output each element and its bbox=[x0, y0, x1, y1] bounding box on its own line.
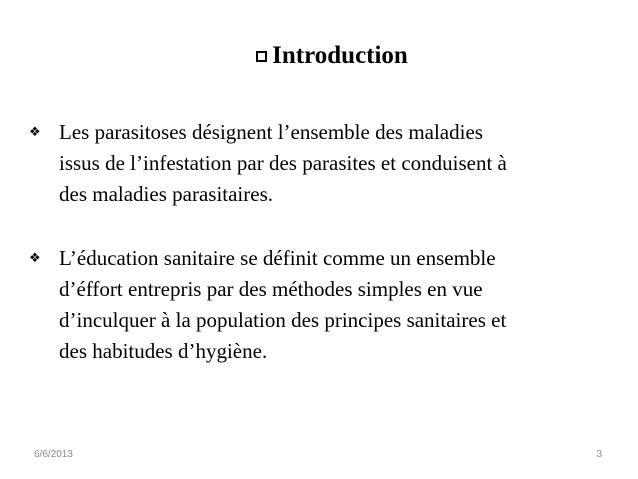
bullet-text bbox=[41, 243, 601, 367]
bullet-item bbox=[29, 117, 601, 210]
footer-page-number: 3 bbox=[596, 449, 602, 460]
four-diamond-icon: ❖ bbox=[29, 251, 41, 266]
bullet-item bbox=[29, 243, 601, 367]
footer-date: 6/6/2013 bbox=[34, 449, 73, 460]
bullet-line: des maladies parasitaires. bbox=[59, 182, 273, 206]
bullet-line: des habitudes d’hygiène. bbox=[59, 339, 268, 363]
bullet-line: d’inculquer à la population des principes sanitaires et bbox=[59, 308, 507, 332]
bullet-line: d’éffort entrepris par des méthodes simples en vue bbox=[59, 277, 483, 301]
slide-title bbox=[0, 40, 638, 72]
four-diamond-icon: ❖ bbox=[29, 125, 41, 140]
bullet-text bbox=[41, 117, 601, 210]
checkbox-square-icon bbox=[256, 51, 267, 62]
slide-title-text: Introduction bbox=[272, 42, 408, 69]
bullet-line: Les parasitoses désignent l’ensemble des maladies bbox=[59, 120, 483, 144]
bullet-line: L’éducation sanitaire se définit comme un ensemble bbox=[59, 246, 496, 270]
bullet-line: issus de l’infestation par des parasites et conduisent à bbox=[59, 151, 507, 175]
